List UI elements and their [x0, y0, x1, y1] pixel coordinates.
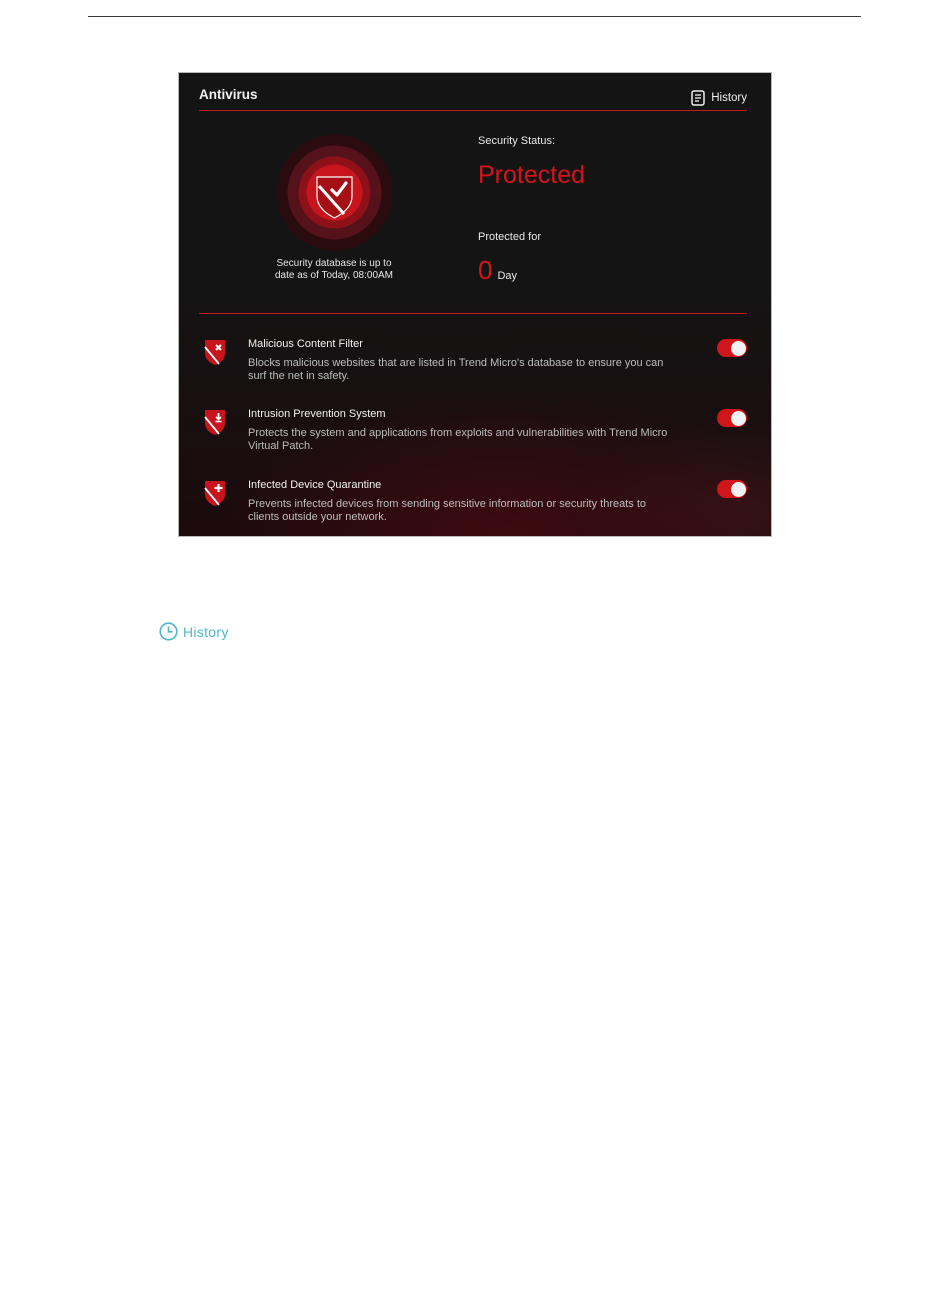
malicious-content-filter-toggle[interactable] [717, 339, 747, 357]
database-status-line2: date as of Today, 08:00AM [274, 269, 394, 281]
feature-title: Infected Device Quarantine [248, 479, 382, 491]
shield-plus-icon [204, 479, 226, 507]
toggle-knob [731, 341, 746, 356]
document-icon [691, 90, 705, 106]
feature-description: Prevents infected devices from sending sensitive information or security threats to clients outside your network. [248, 498, 647, 523]
panel-title: Antivirus [199, 87, 258, 102]
section-divider [199, 313, 747, 314]
intrusion-prevention-system-toggle[interactable] [717, 409, 747, 427]
database-status-line1: Security database is up to [276, 258, 392, 269]
protected-days [478, 257, 517, 283]
page-top-rule [88, 16, 861, 17]
feature-infected-device-quarantine [199, 479, 747, 529]
history-label: History [711, 92, 747, 104]
history-button[interactable] [691, 90, 747, 106]
toggle-knob [731, 482, 746, 497]
protected-shield-icon [276, 134, 393, 251]
protected-days-value: 0 [478, 255, 493, 285]
feature-title: Intrusion Prevention System [248, 408, 386, 420]
shield-download-icon [204, 408, 226, 436]
infected-device-quarantine-toggle[interactable] [717, 480, 747, 498]
clock-icon [159, 622, 178, 641]
feature-intrusion-prevention-system [199, 408, 747, 458]
protected-for-label: Protected for [478, 231, 541, 243]
security-status-label: Security Status: [478, 135, 556, 147]
feature-malicious-content-filter [199, 338, 747, 388]
database-status-text [239, 258, 429, 281]
panel-header [199, 73, 747, 111]
doc-history-link[interactable] [159, 622, 229, 641]
feature-title: Malicious Content Filter [248, 338, 363, 350]
doc-history-label: History [183, 623, 229, 640]
security-status-value: Protected [478, 161, 586, 189]
protected-days-unit: Day [497, 270, 518, 282]
antivirus-panel [178, 72, 772, 537]
toggle-knob [731, 411, 746, 426]
shield-x-icon [204, 338, 226, 366]
feature-description: Blocks malicious websites that are listed in Trend Micro's database to ensure you can surf the net in safety. [248, 357, 664, 382]
feature-description: Protects the system and applications from exploits and vulnerabilities with Trend Micro Virtual Patch. [248, 427, 668, 452]
